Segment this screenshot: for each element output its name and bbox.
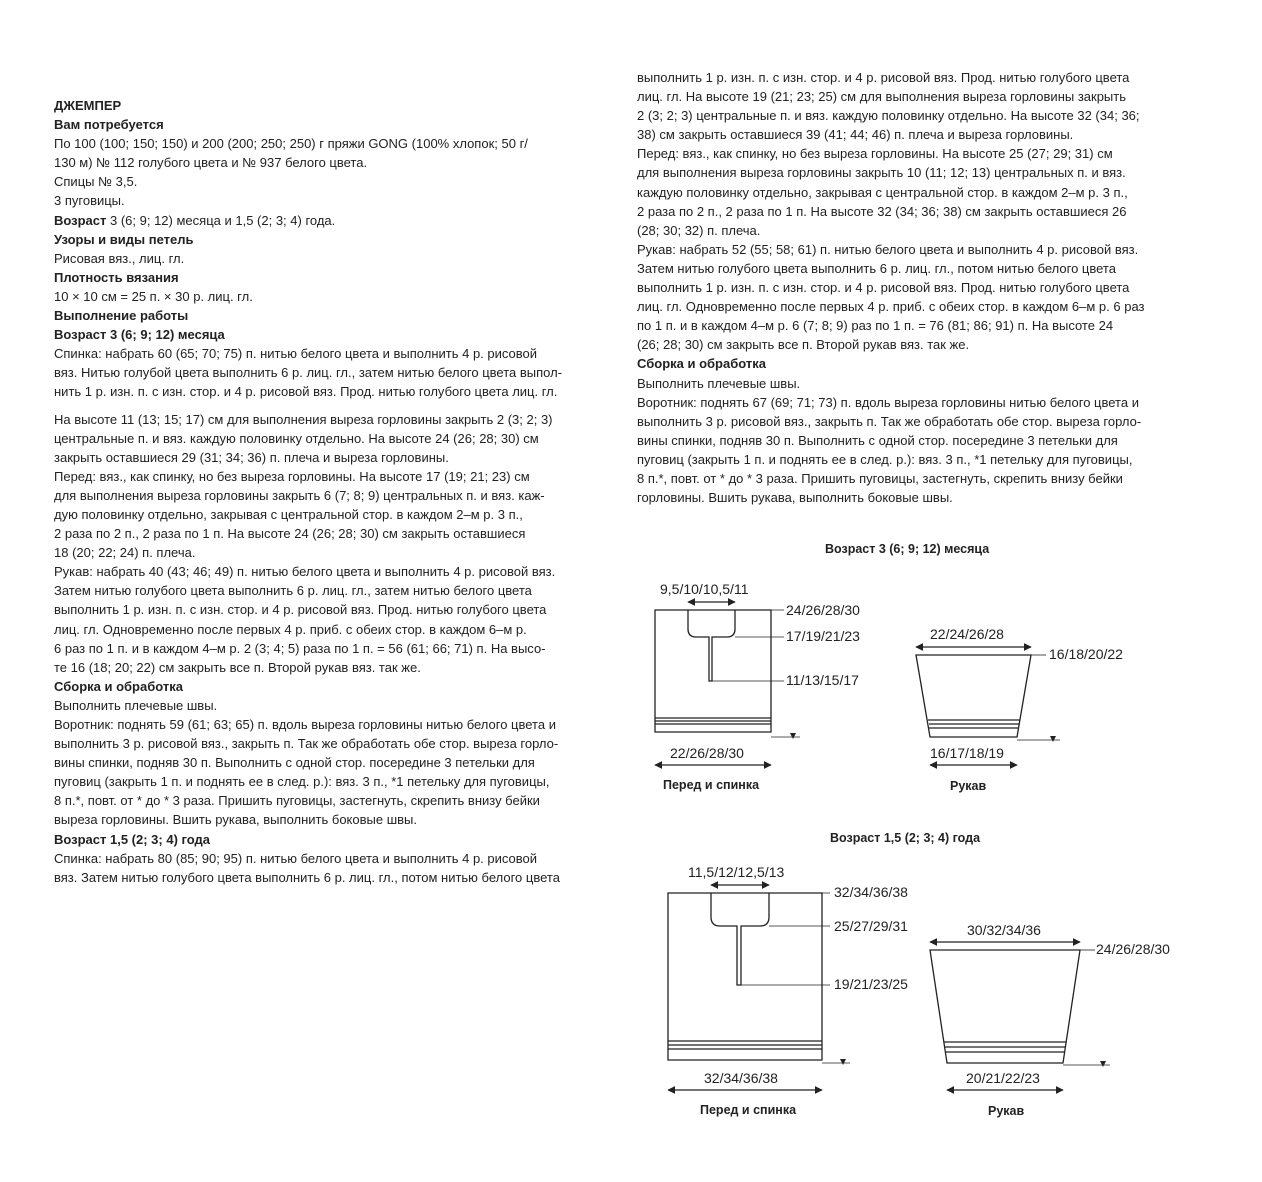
back2-continued-text: выполнить 1 р. изн. п. с изн. стор. и 4 р. рисовой вяз. Прод. нитью голубого цвета лиц. гл. На высоте 19 (21; 23; 25) см для выполнения выреза горловины закрыть 2 (3; 2; 3) центральные п. и вяз. каждую половинку отдельно. На высоте 32 (34; 36; 38) см закрыть оставшиеся 39 (41; 44; 46) п. плеча и выреза горловины. (637, 70, 1140, 143)
d1-neck-width-label: 9,5/10/10,5/11 (660, 581, 749, 597)
patterns-text: Рисовая вяз., лиц. гл. (54, 250, 185, 266)
d1-sleeve-outline (916, 655, 1031, 737)
needs-text: По 100 (100; 150; 150) и 200 (200; 250; 250) г пряжи GONG (100% хлопок; 50 г/ 130 м) № 112 голубого цвета и № 937 белого цвета. Спицы № 3,5. 3 пуговицы. (54, 136, 528, 209)
assembly2-text: Выполнить плечевые швы. Воротник: поднять 67 (69; 71; 73) п. вдоль выреза горловины нитью белого цвета и выполнить 3 р. рисовой вяз., закрыть п. Так же обработать обе стор. выреза горло- вины спинки, подняв 30 п. Выполнить с одной стор. посередине 3 петельки для пуговиц (закрыть 1 п. и поднять ее в след. р.): вяз. 3 п., *1 петельку для пуговицы, 8 п.*, повт. от * до * 3 раза. Пришить пуговицы, застегнуть, скрепить внизу бейки горловины. Вшить рукава, выполнить боковые швы. (637, 375, 1142, 506)
needs-heading: Вам потребуется (54, 117, 164, 133)
assembly1-heading: Сборка и обработка (54, 678, 183, 694)
d1-total-height-label: 24/26/28/30 (786, 602, 860, 618)
patterns-heading: Узоры и виды петель (54, 231, 194, 247)
front2-text: Перед: вяз., как спинку, но без выреза горловины. На высоте 25 (27; 29; 31) см для выполнения выреза горловины закрыть 10 (11; 12; 13) центральных п. и вяз. каждую половинку отдельно, закрывая с центральной стор. в каждом 2–м р. 3 п., 2 раза по 2 п., 2 раза по 1 п. На высоте 32 (34; 36; 38) см закрыть оставшиеся 26 (28; 30; 32) п. плеча. (637, 146, 1128, 238)
age-text: 3 (6; 9; 12) месяца и 1,5 (2; 3; 4) года. (106, 212, 336, 228)
d2-neck-width-label: 11,5/12/12,5/13 (688, 864, 785, 880)
front1-text: Перед: вяз., как спинку, но без выреза горловины. На высоте 17 (19; 21; 23) см для выполнения выреза горловины закрыть 6 (7; 8; 9) центральных п. и вяз. каж- дую половинку отдельно, закрывая с центральной стор. в каждом 2–м р. 3 п., 2 раза по 2 п., 2 раза по 1 п. На высоте 24 (26; 28; 30) см закрыть оставшиеся 18 (20; 22; 24) п. плеча. (54, 468, 545, 561)
age1-heading: Возраст 3 (6; 9; 12) месяца (54, 327, 225, 343)
back1-text-b: На высоте 11 (13; 15; 17) см для выполнения выреза горловины закрыть 2 (3; 2; 3) центральные п. и вяз. каждую половинку отдельно. На высоте 24 (26; 28; 30) см закрыть оставшиеся 29 (31; 34; 36) п. плеча и выреза горловины. (54, 411, 553, 465)
d2-sleeve-height-label: 24/26/28/30 (1096, 941, 1170, 957)
d1-sleeve-top-label: 22/24/26/28 (930, 626, 1004, 642)
d2-sleeve-leaders (1063, 950, 1110, 1065)
d1-sleeve-height-label: 16/18/20/22 (1049, 646, 1123, 662)
d2-total-height-label: 32/34/36/38 (834, 884, 908, 900)
d1-sleeve-baseline-mark (1050, 736, 1056, 742)
d2-sleeve-top-label: 30/32/34/36 (967, 922, 1041, 938)
d1-neck-height-label: 17/19/21/23 (786, 628, 860, 644)
diagram1-title: Возраст 3 (6; 9; 12) месяца (825, 542, 990, 556)
assembly2-heading: Сборка и обработка (637, 356, 766, 372)
d2-slit-height-label: 19/21/23/25 (834, 976, 908, 992)
d2-body-width-label: 32/34/36/38 (704, 1070, 778, 1086)
work-heading: Выполнение работы (54, 308, 189, 324)
d2-body-outline (668, 893, 822, 1060)
d2-sleeve-bottom-label: 20/21/22/23 (966, 1070, 1040, 1086)
article-title: ДЖЕМПЕР (54, 98, 122, 113)
d2-body-baseline-mark (840, 1059, 846, 1065)
d1-body-baseline-mark (790, 733, 796, 739)
density-text: 10 × 10 см = 25 п. × 30 р. лиц. гл. (54, 288, 253, 304)
d1-body-outline (655, 610, 771, 732)
back2-text: Спинка: набрать 80 (85; 90; 95) п. нитью белого цвета и выполнить 4 р. рисовой вяз. Затем нитью голубого цвета выполнить 6 р. лиц. гл., потом нитью белого цвета (54, 850, 560, 885)
d1-body-caption: Перед и спинка (663, 778, 760, 792)
d1-sleeve-bottom-label: 16/17/18/19 (930, 745, 1004, 761)
d2-sleeve-baseline-mark (1100, 1061, 1106, 1067)
d1-body-width-label: 22/26/28/30 (670, 745, 744, 761)
diagram2-title: Возраст 1,5 (2; 3; 4) года (830, 831, 981, 845)
age2-heading: Возраст 1,5 (2; 3; 4) года (54, 831, 211, 847)
sleeve2-text: Рукав: набрать 52 (55; 58; 61) п. нитью белого цвета и выполнить 4 р. рисовой вяз. Затем нитью голубого цвета выполнить 6 р. лиц. гл., потом нитью белого цвета выполнить 1 р. изн. п. с изн. стор. и 4 р. рисовой вяз. Прод. нитью голубого цвета лиц. гл. Одновременно после первых 4 р. приб. с обеих стор. в каждом 6–м р. 6 раз по 1 п. и в каждом 4–м р. 6 (7; 8; 9) раз по 1 п. = 76 (81; 86; 91) п. На высоте 24 (26; 28; 30) см закрыть все п. Второй рукав вяз. так же. (637, 241, 1145, 353)
d2-sleeve-outline (930, 950, 1080, 1063)
back1-text-a: Спинка: набрать 60 (65; 70; 75) п. нитью белого цвета и выполнить 4 р. рисовой вяз. Нитью голубой цвета выполнить 6 р. лиц. гл., затем нитью белого цвета выпол- нить 1 р. изн. п. с изн. стор. и 4 р. рисовой вяз. Прод. нитью голубого цвета лиц. гл. (54, 346, 563, 400)
age-label: Возраст (54, 212, 107, 228)
assembly1-text: Выполнить плечевые швы. Воротник: поднять 59 (61; 63; 65) п. вдоль выреза горловины нитью белого цвета и выполнить 3 р. рисовой вяз., закрыть п. Так же обработать обе стор. выреза горло- вины спинки, подняв 30 п. Выполнить с одной стор. посередине 3 петельки для пуговиц (закрыть 1 п. и поднять ее в след. р.): вяз. 3 п., *1 петельку для пуговицы, 8 п.*, повт. от * до * 3 раза. Пришить пуговицы, застегнуть, скрепить внизу бейки выреза горловины. Вшить рукава, выполнить боковые швы. (54, 697, 559, 828)
d1-slit-height-label: 11/13/15/17 (786, 672, 859, 688)
d1-sleeve-caption: Рукав (950, 779, 987, 793)
d2-sleeve-caption: Рукав (988, 1104, 1025, 1118)
density-heading: Плотность вязания (54, 269, 179, 285)
sleeve1-text: Рукав: набрать 40 (43; 46; 49) п. нитью белого цвета и выполнить 4 р. рисовой вяз. Затем нитью голубого цвета выполнить 6 р. лиц. гл., затем нитью белого цвета выполнить 1 р. изн. п. с изн. стор. и 4 р. рисовой вяз. Прод. нитью голубого цвета лиц. гл. Одновременно после первых 4 р. приб. с обеих стор. в каждом 6–м р. 6 раз по 1 п. и в каждом 4–м р. 2 (3; 4; 5) раза по 1 п. = 56 (61; 66; 71) п. На высо- те 16 (18; 20; 22) см закрыть все п. Второй рукав вяз. так же. (54, 564, 556, 675)
d2-body-caption: Перед и спинка (700, 1103, 797, 1117)
d2-neck-height-label: 25/27/29/31 (834, 918, 908, 934)
